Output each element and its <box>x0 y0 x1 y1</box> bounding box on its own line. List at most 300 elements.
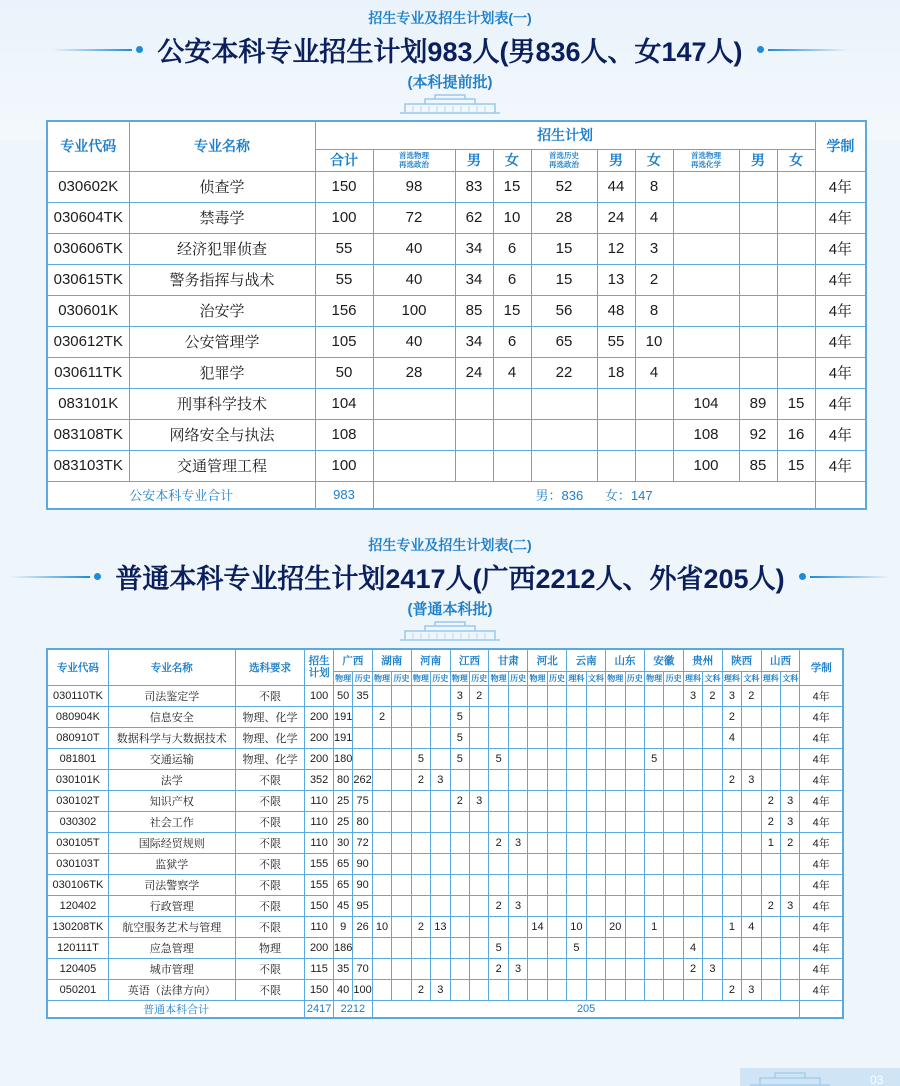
quota-cell <box>489 769 508 790</box>
plan-cell: 4 <box>493 357 531 388</box>
plan-cell: 62 <box>455 202 493 233</box>
header-subject-track: 文科 <box>586 671 605 685</box>
quota-cell <box>470 832 489 853</box>
header-subject-track: 历史 <box>508 671 527 685</box>
header-subject-track: 理科 <box>722 671 741 685</box>
major-code: 030615TK <box>47 264 129 295</box>
table-row <box>47 419 866 450</box>
plan-cell: 15 <box>777 450 815 481</box>
quota-cell: 20 <box>606 916 625 937</box>
plan-cell: 34 <box>455 264 493 295</box>
quota-cell <box>722 937 741 958</box>
plan-cell: 98 <box>373 171 455 202</box>
plan-cell <box>455 388 493 419</box>
plan-cell: 13 <box>597 264 635 295</box>
quota-cell <box>606 853 625 874</box>
header-years: 学制 <box>800 649 843 685</box>
quota-cell: 70 <box>353 958 372 979</box>
quota-cell <box>392 790 411 811</box>
quota-cell <box>450 811 469 832</box>
plan-cell <box>739 295 777 326</box>
table-row <box>47 171 866 202</box>
quota-cell <box>742 790 761 811</box>
section1-title: 公安本科专业招生计划983人(男836人、女147人) <box>157 37 743 67</box>
quota-cell <box>761 727 780 748</box>
quota-cell <box>547 811 566 832</box>
quota-cell: 100 <box>353 979 372 1000</box>
quota-cell <box>431 811 450 832</box>
header-male: 男 <box>455 149 493 171</box>
quota-cell: 2 <box>722 769 741 790</box>
major-code: 030302 <box>47 811 108 832</box>
plan-cell <box>373 419 455 450</box>
major-code: 030106TK <box>47 874 108 895</box>
quota-cell <box>470 727 489 748</box>
quota-cell <box>411 937 430 958</box>
quota-cell <box>683 727 702 748</box>
quota-cell: 186 <box>333 937 352 958</box>
quota-cell <box>431 853 450 874</box>
major-name: 数据科学与大数据技术 <box>108 727 235 748</box>
quota-cell <box>392 937 411 958</box>
plan-cell: 15 <box>777 388 815 419</box>
header-province: 甘肃 <box>489 649 528 671</box>
quota-cell <box>703 811 722 832</box>
quota-cell <box>781 916 800 937</box>
quota-cell <box>508 790 527 811</box>
quota-cell <box>411 706 430 727</box>
quota-cell <box>547 790 566 811</box>
quota-cell <box>547 727 566 748</box>
quota-cell <box>722 895 741 916</box>
major-code: 030601K <box>47 295 129 326</box>
table-row <box>47 811 843 832</box>
major-name: 警务指挥与战术 <box>129 264 315 295</box>
quota-cell <box>450 769 469 790</box>
quota-cell <box>781 706 800 727</box>
quota-cell <box>683 706 702 727</box>
header-plan: 招生 计划 <box>305 649 334 685</box>
plan-cell <box>673 233 739 264</box>
plan-total: 115 <box>305 958 334 979</box>
plan-total: 110 <box>305 832 334 853</box>
quota-cell <box>644 958 663 979</box>
quota-cell <box>683 748 702 769</box>
quota-cell <box>547 706 566 727</box>
quota-cell: 2 <box>703 685 722 706</box>
plan-cell <box>673 202 739 233</box>
plan-cell: 85 <box>455 295 493 326</box>
header-group-physics-chemistry: 首选物理 再选化学 <box>673 149 739 171</box>
major-name: 公安管理学 <box>129 326 315 357</box>
major-code: 030606TK <box>47 233 129 264</box>
quota-cell: 3 <box>683 685 702 706</box>
quota-cell <box>547 979 566 1000</box>
header-code: 专业代码 <box>47 649 108 685</box>
quota-cell <box>411 790 430 811</box>
quota-cell: 3 <box>508 895 527 916</box>
quota-cell: 3 <box>742 979 761 1000</box>
major-code: 030612TK <box>47 326 129 357</box>
quota-cell <box>528 706 547 727</box>
quota-cell <box>781 874 800 895</box>
subject-requirement: 不限 <box>235 895 305 916</box>
major-code: 030110TK <box>47 685 108 706</box>
quota-cell <box>353 748 372 769</box>
quota-cell <box>586 832 605 853</box>
major-name: 网络安全与执法 <box>129 419 315 450</box>
quota-cell <box>606 727 625 748</box>
total-label: 公安本科专业合计 <box>47 481 315 509</box>
plan-cell <box>739 357 777 388</box>
years-cell: 4年 <box>800 832 843 853</box>
quota-cell <box>392 706 411 727</box>
plan-cell: 48 <box>597 295 635 326</box>
years-cell: 4年 <box>815 202 866 233</box>
major-name: 国际经贸规则 <box>108 832 235 853</box>
quota-cell <box>644 979 663 1000</box>
plan-total: 100 <box>305 685 334 706</box>
plan-cell <box>493 388 531 419</box>
header-province: 山东 <box>606 649 645 671</box>
plan-cell: 83 <box>455 171 493 202</box>
plan-cell <box>531 450 597 481</box>
table-row <box>47 706 843 727</box>
subject-requirement: 物理、化学 <box>235 727 305 748</box>
plan-cell: 100 <box>315 202 373 233</box>
major-name: 刑事科学技术 <box>129 388 315 419</box>
quota-cell <box>606 958 625 979</box>
quota-cell <box>644 769 663 790</box>
major-name: 法学 <box>108 769 235 790</box>
header-province: 陕西 <box>722 649 761 671</box>
plan-total: 200 <box>305 706 334 727</box>
plan-cell <box>635 450 673 481</box>
quota-cell <box>470 748 489 769</box>
quota-cell <box>392 874 411 895</box>
header-code: 专业代码 <box>47 121 129 171</box>
section1-header <box>0 8 900 114</box>
quota-cell <box>606 895 625 916</box>
quota-cell <box>450 853 469 874</box>
major-code: 030105T <box>47 832 108 853</box>
major-name: 治安学 <box>129 295 315 326</box>
plan-cell: 72 <box>373 202 455 233</box>
quota-cell: 262 <box>353 769 372 790</box>
years-cell: 4年 <box>800 769 843 790</box>
quota-cell <box>625 874 644 895</box>
header-subject-track: 历史 <box>431 671 450 685</box>
quota-cell <box>625 895 644 916</box>
header-subject-track: 历史 <box>470 671 489 685</box>
quota-cell <box>528 979 547 1000</box>
building-icon <box>395 92 505 114</box>
subject-requirement: 不限 <box>235 916 305 937</box>
subject-requirement: 不限 <box>235 790 305 811</box>
quota-cell <box>489 916 508 937</box>
subject-requirement: 不限 <box>235 853 305 874</box>
quota-cell <box>761 937 780 958</box>
plan-cell: 40 <box>373 264 455 295</box>
plan-cell <box>777 233 815 264</box>
quota-cell <box>761 853 780 874</box>
plan-cell: 108 <box>673 419 739 450</box>
plan-cell: 44 <box>597 171 635 202</box>
major-code: 083101K <box>47 388 129 419</box>
quota-cell: 4 <box>722 727 741 748</box>
major-code: 081801 <box>47 748 108 769</box>
quota-cell <box>470 916 489 937</box>
total-row <box>47 481 866 509</box>
quota-cell: 2 <box>489 832 508 853</box>
quota-cell <box>761 916 780 937</box>
plan-cell <box>673 295 739 326</box>
plan-cell: 15 <box>531 264 597 295</box>
quota-cell: 35 <box>333 958 352 979</box>
table-row <box>47 748 843 769</box>
quota-cell <box>528 727 547 748</box>
quota-cell <box>664 706 683 727</box>
header-group-history-politics: 首选历史 再选政治 <box>531 149 597 171</box>
major-name: 交通管理工程 <box>129 450 315 481</box>
header-subject-track: 历史 <box>625 671 644 685</box>
quota-cell <box>392 832 411 853</box>
major-code: 030103T <box>47 853 108 874</box>
quota-cell <box>489 685 508 706</box>
quota-cell <box>392 811 411 832</box>
plan-cell <box>531 419 597 450</box>
plan-total: 200 <box>305 748 334 769</box>
quota-cell <box>664 853 683 874</box>
quota-cell <box>761 685 780 706</box>
quota-cell <box>722 811 741 832</box>
quota-cell <box>625 958 644 979</box>
plan-cell: 8 <box>635 295 673 326</box>
quota-cell <box>722 832 741 853</box>
plan-cell: 16 <box>777 419 815 450</box>
quota-cell: 2 <box>470 685 489 706</box>
quota-cell <box>431 832 450 853</box>
quota-cell <box>489 727 508 748</box>
major-code: 083103TK <box>47 450 129 481</box>
quota-cell <box>742 958 761 979</box>
quota-cell <box>372 790 391 811</box>
quota-cell <box>625 916 644 937</box>
years-cell: 4年 <box>800 895 843 916</box>
major-code: 030102T <box>47 790 108 811</box>
table-row <box>47 357 866 388</box>
total-label: 普通本科合计 <box>47 1000 305 1018</box>
title-decoration-left <box>52 46 147 53</box>
subject-requirement: 物理、化学 <box>235 748 305 769</box>
plan-cell <box>635 388 673 419</box>
quota-cell <box>528 685 547 706</box>
quota-cell <box>508 811 527 832</box>
quota-cell <box>644 685 663 706</box>
quota-cell <box>644 727 663 748</box>
major-name: 城市管理 <box>108 958 235 979</box>
major-name: 禁毒学 <box>129 202 315 233</box>
quota-cell <box>508 937 527 958</box>
quota-cell: 2 <box>761 895 780 916</box>
plan-total: 150 <box>305 895 334 916</box>
plan-cell: 4 <box>635 357 673 388</box>
quota-cell: 35 <box>353 685 372 706</box>
quota-cell: 45 <box>333 895 352 916</box>
quota-cell <box>664 811 683 832</box>
years-cell: 4年 <box>800 811 843 832</box>
quota-cell <box>528 811 547 832</box>
quota-cell <box>508 853 527 874</box>
plan-cell <box>739 233 777 264</box>
quota-cell <box>392 853 411 874</box>
total-out-of-province: 205 <box>372 1000 800 1018</box>
quota-cell <box>781 685 800 706</box>
quota-cell <box>722 853 741 874</box>
quota-cell <box>742 811 761 832</box>
quota-cell <box>353 706 372 727</box>
quota-cell: 5 <box>489 748 508 769</box>
quota-cell <box>606 811 625 832</box>
quota-cell <box>392 979 411 1000</box>
quota-cell <box>528 853 547 874</box>
table-row <box>47 233 866 264</box>
plan-cell: 55 <box>315 264 373 295</box>
quota-cell: 10 <box>372 916 391 937</box>
quota-cell <box>567 811 586 832</box>
quota-cell: 2 <box>411 916 430 937</box>
major-code: 030101K <box>47 769 108 790</box>
quota-cell <box>411 895 430 916</box>
quota-cell <box>664 895 683 916</box>
plan-cell: 55 <box>315 233 373 264</box>
quota-cell <box>606 748 625 769</box>
quota-cell: 5 <box>450 706 469 727</box>
quota-cell <box>372 895 391 916</box>
plan-cell: 6 <box>493 326 531 357</box>
quota-cell <box>742 706 761 727</box>
quota-cell: 9 <box>333 916 352 937</box>
quota-cell <box>606 790 625 811</box>
quota-cell <box>703 706 722 727</box>
quota-cell <box>528 958 547 979</box>
major-name: 行政管理 <box>108 895 235 916</box>
quota-cell <box>742 937 761 958</box>
quota-cell: 2 <box>722 706 741 727</box>
plan-cell: 100 <box>373 295 455 326</box>
major-name: 司法警察学 <box>108 874 235 895</box>
quota-cell <box>470 853 489 874</box>
quota-cell <box>683 811 702 832</box>
plan-cell: 40 <box>373 326 455 357</box>
quota-cell <box>411 685 430 706</box>
quota-cell <box>644 832 663 853</box>
quota-cell <box>722 748 741 769</box>
quota-cell: 1 <box>722 916 741 937</box>
quota-cell: 10 <box>567 916 586 937</box>
plan-cell: 104 <box>315 388 373 419</box>
quota-cell <box>372 874 391 895</box>
table-row <box>47 937 843 958</box>
quota-cell <box>547 769 566 790</box>
quota-cell <box>470 895 489 916</box>
quota-cell <box>625 706 644 727</box>
quota-cell <box>606 769 625 790</box>
quota-cell <box>644 874 663 895</box>
header-subject-track: 物理 <box>411 671 430 685</box>
quota-cell: 26 <box>353 916 372 937</box>
quota-cell <box>567 769 586 790</box>
quota-cell: 3 <box>450 685 469 706</box>
quota-cell <box>644 790 663 811</box>
quota-cell <box>567 790 586 811</box>
title-decoration-right <box>753 46 848 53</box>
years-cell: 4年 <box>800 916 843 937</box>
plan-cell: 10 <box>493 202 531 233</box>
quota-cell <box>372 979 391 1000</box>
quota-cell <box>683 979 702 1000</box>
quota-cell <box>625 748 644 769</box>
quota-cell <box>411 874 430 895</box>
section1-subtitle: 招生专业及招生计划表(一) <box>368 10 532 26</box>
quota-cell <box>528 769 547 790</box>
plan-cell <box>455 419 493 450</box>
total-empty <box>800 1000 843 1018</box>
total-empty <box>815 481 866 509</box>
major-name: 知识产权 <box>108 790 235 811</box>
quota-cell <box>567 853 586 874</box>
major-code: 120405 <box>47 958 108 979</box>
plan-total: 110 <box>305 916 334 937</box>
plan-cell: 65 <box>531 326 597 357</box>
quota-cell <box>567 958 586 979</box>
quota-cell <box>761 874 780 895</box>
plan-cell: 12 <box>597 233 635 264</box>
plan-cell: 34 <box>455 326 493 357</box>
quota-cell <box>625 769 644 790</box>
quota-cell <box>508 979 527 1000</box>
total-guangxi: 2212 <box>333 1000 372 1018</box>
plan-cell: 100 <box>673 450 739 481</box>
major-code: 130208TK <box>47 916 108 937</box>
header-subject-track: 物理 <box>644 671 663 685</box>
header-years: 学制 <box>815 121 866 171</box>
subject-requirement: 不限 <box>235 769 305 790</box>
quota-cell <box>392 958 411 979</box>
quota-cell <box>586 937 605 958</box>
plan-cell: 24 <box>597 202 635 233</box>
table-row <box>47 202 866 233</box>
major-name: 应急管理 <box>108 937 235 958</box>
quota-cell <box>703 937 722 958</box>
header-subject-track: 理科 <box>761 671 780 685</box>
quota-cell <box>586 874 605 895</box>
plan-cell <box>373 388 455 419</box>
section1-batch: (本科提前批) <box>407 74 493 91</box>
quota-cell <box>742 895 761 916</box>
quota-cell <box>781 937 800 958</box>
plan-cell: 22 <box>531 357 597 388</box>
plan-cell: 3 <box>635 233 673 264</box>
table-row <box>47 895 843 916</box>
header-subject-track: 文科 <box>781 671 800 685</box>
header-province: 河北 <box>528 649 567 671</box>
table-row <box>47 264 866 295</box>
quota-cell <box>528 874 547 895</box>
quota-cell <box>431 874 450 895</box>
quota-cell <box>470 937 489 958</box>
table-row <box>47 326 866 357</box>
